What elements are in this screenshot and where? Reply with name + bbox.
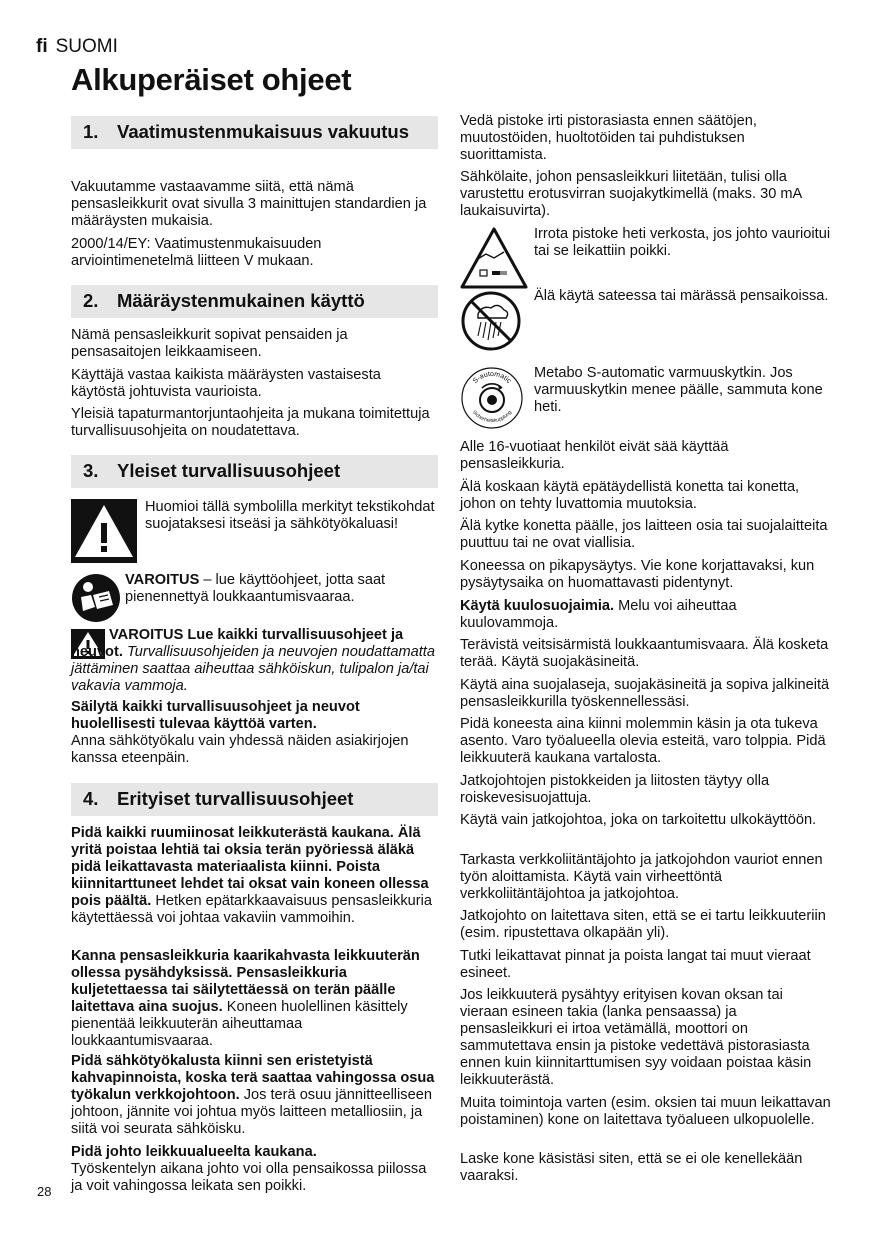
s-automatic-clutch-icon <box>460 366 524 430</box>
s4-paragraph-3: Pidä sähkötyökalusta kiinni sen eristetyistä kahvapinnoista, koska terä saattaa vahingossa osua työkalun verkkojohtoon. Jos terä osuu jännitteelliseen johtoon, jännite voi johtua myös laitteen metalliosiin, ja siitä voi seurata sähköisku. <box>71 1053 435 1137</box>
section-4-heading: 4. Erityiset turvallisuusohjeet <box>71 783 438 816</box>
right-paragraph-13: Tarkasta verkkoliitäntäjohto ja jatkojohdon vauriot ennen työn aloittamista. Käytä vain virheettöntä verkkoliitäntäjohtoa ja jatkojohtoa. <box>460 852 823 902</box>
s-automatic-text: Metabo S-automatic varmuuskytkin. Jos varmuuskytkin menee päälle, sammuta kone heti. <box>534 365 823 415</box>
s2-paragraph-1: Nämä pensasleikkurit sopivat pensaiden ja pensasaitojen leikkaamiseen. <box>71 327 348 360</box>
language-header <box>36 36 118 58</box>
section-3-heading: 3. Yleiset turvallisuusohjeet <box>71 455 438 488</box>
page-title: Alkuperäiset ohjeet <box>71 62 352 97</box>
right-paragraph-4: Älä koskaan käytä epätäydellistä konetta tai konetta, johon on tehty luvattomia muutoksia. <box>460 479 800 512</box>
right-paragraph-17: Muita toimintoja varten (esim. oksien tai muun leikattavan poistaminen) kone on laitettava työalueen ulkopuolelle. <box>460 1095 831 1128</box>
language-code: fi <box>36 36 48 57</box>
warning-triangle-icon <box>71 499 137 563</box>
section-2-heading: 2. Määräystenmukainen käyttö <box>71 285 438 318</box>
varoitus-all-instructions: VAROITUS Lue kaikki turvallisuusohjeet ja neuvot. Turvallisuusohjeiden ja neuvojen noudattamatta jättäminen saattaa aiheuttaa sähköiskun, tulipalon ja/tai vakavia vammoja. <box>71 627 435 694</box>
language-name: SUOMI <box>55 36 118 57</box>
right-paragraph-14: Jatkojohto on laitettava siten, että se ei tartu leikkuuteriin (esim. ripustettava olkapään yli). <box>460 908 826 941</box>
s1-paragraph-2: 2000/14/EY: Vaatimustenmukaisuuden arviointimenetelmä liitteen V mukaan. <box>71 236 322 269</box>
s4-paragraph-4: Pidä johto leikkuualueelta kaukana. Työskentelyn aikana johto voi olla pensaikossa piilossa ja voit vahingossa leikata sen poikki. <box>71 1144 427 1194</box>
unplug-warning-icon <box>460 226 528 290</box>
right-paragraph-3: Alle 16-vuotiaat henkilöt eivät sää käyttää pensasleikkuria. <box>460 439 729 472</box>
s-automatic-ring-bottom: Sicherheitskupplung <box>470 409 514 425</box>
s2-paragraph-3: Yleisiä tapaturmantorjuntaohjeita ja mukana toimitettuja turvallisuusohjeita on noudatettava. <box>71 406 430 439</box>
right-paragraph-11: Jatkojohtojen pistokkeiden ja liitosten täytyy olla roiskevesisuojattuja. <box>460 773 770 806</box>
page-number: 28 <box>37 1184 52 1199</box>
right-paragraph-6: Koneessa on pikapysäytys. Vie kone korjattavaksi, kun pysäytysaika on huomattavasti pidentynyt. <box>460 558 815 591</box>
right-paragraph-2: Sähkölaite, johon pensasleikkuri liitetään, tulisi olla varustettu erotusvirran suojakytkimellä (maks. 30 mA laukaisuvirta). <box>460 169 802 219</box>
right-paragraph-5: Älä kytke konetta päälle, jos laitteen osia tai suojalaitteita puuttuu tai ne ovat viallisia. <box>460 518 828 551</box>
s2-paragraph-2: Käyttäjä vastaa kaikista määräysten vastaisesta käytöstä johtuvista vaurioista. <box>71 367 381 400</box>
s-automatic-ring-top: S-automatic <box>471 370 513 385</box>
warning-symbol-text: Huomioi tällä symbolilla merkityt tekstikohdat suojataksesi itseäsi ja sähkötyökaluasi! <box>145 499 435 532</box>
right-paragraph-15: Tutki leikattavat pinnat ja poista langat tai muut vieraat esineet. <box>460 948 811 981</box>
section-1-heading: 1. Vaatimustenmukaisuus vakuutus <box>71 116 438 149</box>
no-rain-icon <box>460 290 522 352</box>
keep-instructions: Säilytä kaikki turvallisuusohjeet ja neuvot huolellisesti tulevaa käyttöä varten. Anna sähkötyökalu vain yhdessä näiden asiakirjojen kanssa eteenpäin. <box>71 699 409 766</box>
no-rain-text: Älä käytä sateessa tai märässä pensaikoissa. <box>534 288 829 304</box>
right-paragraph-7: Käytä kuulosuojaimia. Melu voi aiheuttaa kuulovammoja. <box>460 598 737 631</box>
s4-paragraph-2: Kanna pensasleikkuria kaarikahvasta leikkuuterän ollessa pysähdyksissä. Pensasleikkuria kuljetettaessa tai säilytettäessä on terän päälle laitettava aina suojus. Koneen huolellinen käsittely pienentää leikkuuterän aiheuttamaa loukkaantumisvaaraa. <box>71 948 420 1049</box>
s4-paragraph-1: Pidä kaikki ruumiinosat leikkuterästä kaukana. Älä yritä poistaa lehtiä tai oksia terän pyöriessä äläkä pidä leikattavasta materiaalista kiinni. Poista kiinnitarttuneet lehdet tai oksat vain koneen ollessa pois päältä. Hetken epätarkkaavaisuus pensasleikkuria käytettäessä voi johtaa vakaviin vammoihin. <box>71 825 432 926</box>
unplug-text: Irrota pistoke heti verkosta, jos johto vaurioitui tai se leikattiin poikki. <box>534 226 831 259</box>
right-paragraph-8: Terävistä veitsisärmistä loukkaantumisvaara. Älä kosketa terää. Käytä suojakäsineitä. <box>460 637 829 670</box>
varoitus-read-manual: VAROITUS – lue käyttöohjeet, jotta saat pienennettyä loukkaantumisvaaraa. <box>125 572 386 605</box>
right-paragraph-12: Käytä vain jatkojohtoa, joka on tarkoitettu ulkokäyttöön. <box>460 812 817 828</box>
right-paragraph-1: Vedä pistoke irti pistorasiasta ennen säätöjen, muutostöiden, huoltotöiden tai puhdistuksen suorittamista. <box>460 113 757 163</box>
s1-paragraph-1: Vakuutamme vastaavamme siitä, että nämä pensasleikkurit ovat sivulla 3 mainittujen standardien ja määräysten mukaisia. <box>71 179 427 229</box>
right-paragraph-16: Jos leikkuuterä pysähtyy erityisen kovan oksan tai vieraan esineen takia (lanka pensaassa) ja pensasleikkuri ei irtoa vetämällä, moottori on sammutettava ensin ja pistoke vedettävä pistorasiasta ennen kuin kiinnitarttumisen syy voidaan poistaa käsin leikkuuterästä. <box>460 987 812 1088</box>
right-paragraph-9: Käytä aina suojalaseja, suojakäsineitä ja sopiva jalkineitä pensasleikkurilla työskennellessäsi. <box>460 677 830 710</box>
right-paragraph-10: Pidä koneesta aina kiinni molemmin käsin ja ota tukeva asento. Varo työalueella olevia esteitä, varo tolppia. Pidä leikkuuterä kaukana vartalosta. <box>460 716 826 766</box>
right-paragraph-18: Laske kone käsistäsi siten, että se ei ole kenellekään vaaraksi. <box>460 1151 803 1184</box>
read-manual-icon <box>71 573 121 623</box>
